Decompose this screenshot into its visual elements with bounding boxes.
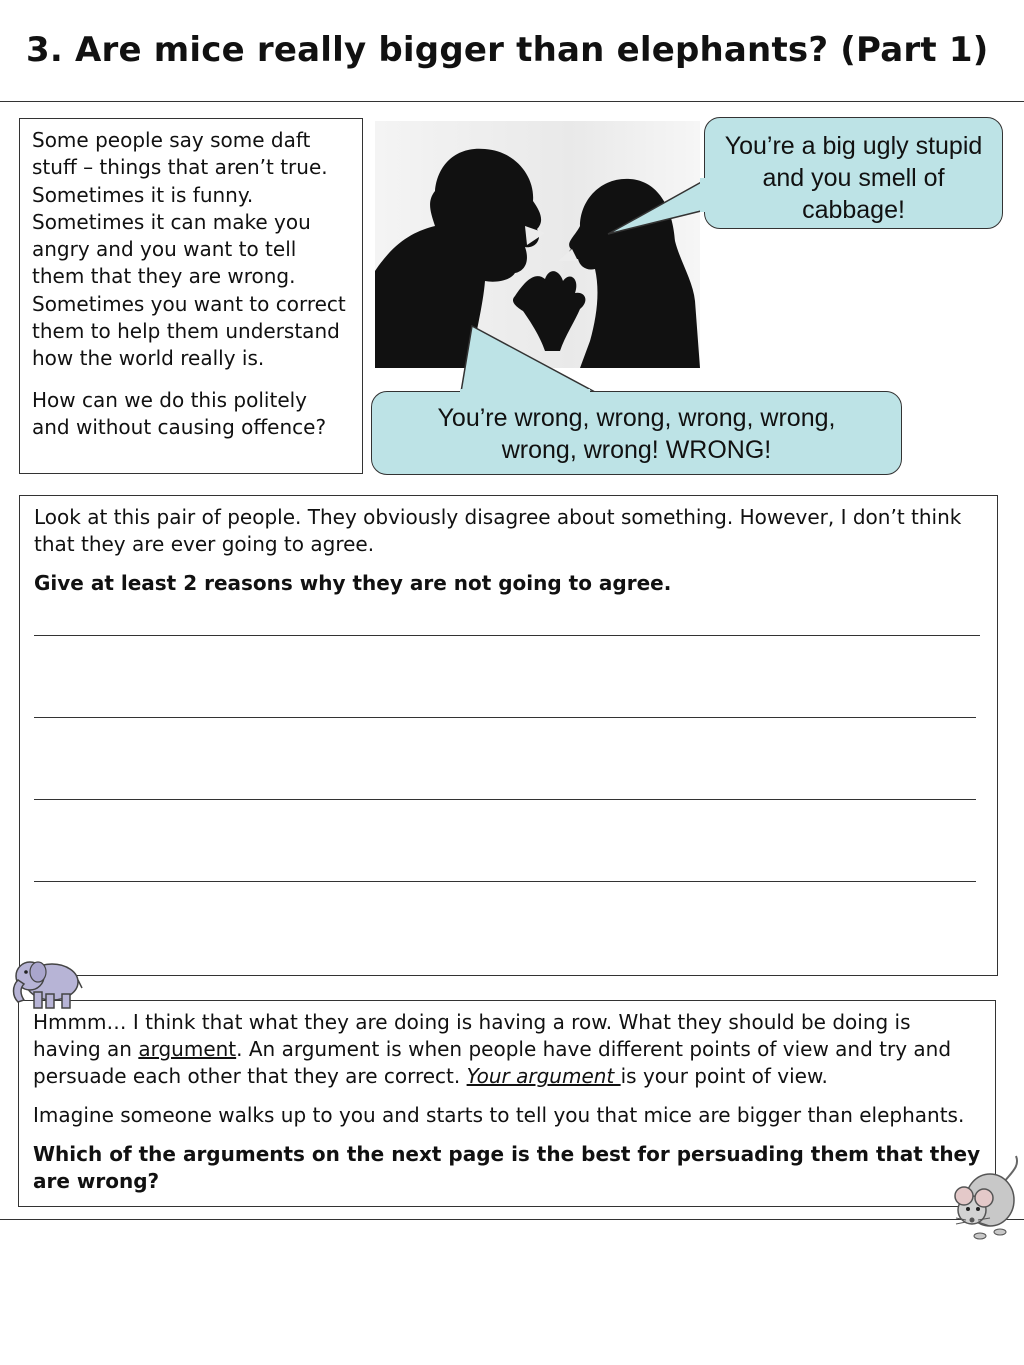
- your-argument-term: Your argument: [466, 1064, 621, 1088]
- think-paragraph: Hmmm… I think that what they are doing is having a row. What they should be doing is having an argument. An argument is when people have different points of view and try and persuade each other that they are correct. Your argument is your point of view.: [33, 1010, 952, 1088]
- think-box: [18, 1000, 996, 1207]
- footer-divider: [0, 1219, 1024, 1220]
- answer-line[interactable]: [34, 881, 976, 882]
- answer-line[interactable]: [34, 799, 976, 800]
- intro-question: How can we do this politely and without causing offence?: [32, 387, 327, 439]
- think-question: Which of the arguments on the next page is the best for persuading them that they are wrong?: [33, 1142, 981, 1193]
- task-instruction: Give at least 2 reasons why they are not going to agree.: [34, 571, 672, 595]
- mouse-icon: [950, 1152, 1024, 1244]
- task-paragraph: Look at this pair of people. They obviously disagree about something. However, I don’t think that they are ever going to agree.: [34, 505, 962, 556]
- page-title: 3. Are mice really bigger than elephants? (Part 1): [26, 30, 989, 70]
- man-bubble-tail: [455, 322, 605, 396]
- answer-line[interactable]: [34, 717, 976, 718]
- think-scenario: Imagine someone walks up to you and starts to tell you that mice are bigger than elephants.: [33, 1103, 965, 1127]
- elephant-icon: [8, 956, 84, 1012]
- intro-paragraph: Some people say some daft stuff – things that aren’t true. Sometimes it is funny. Sometimes it can make you angry and you want to tell them that they are wrong. Sometimes you want to correct them to help them understand how the world really is.: [32, 128, 346, 371]
- title-divider: [0, 101, 1024, 102]
- man-speech-bubble: You’re wrong, wrong, wrong, wrong, wrong, wrong! WRONG!: [371, 391, 902, 475]
- woman-speech-bubble: You’re a big ugly stupid and you smell of cabbage!: [704, 117, 1003, 229]
- argument-term: argument: [138, 1037, 237, 1061]
- answer-line[interactable]: [34, 635, 980, 636]
- task-box: [19, 495, 998, 976]
- intro-box: [19, 118, 363, 474]
